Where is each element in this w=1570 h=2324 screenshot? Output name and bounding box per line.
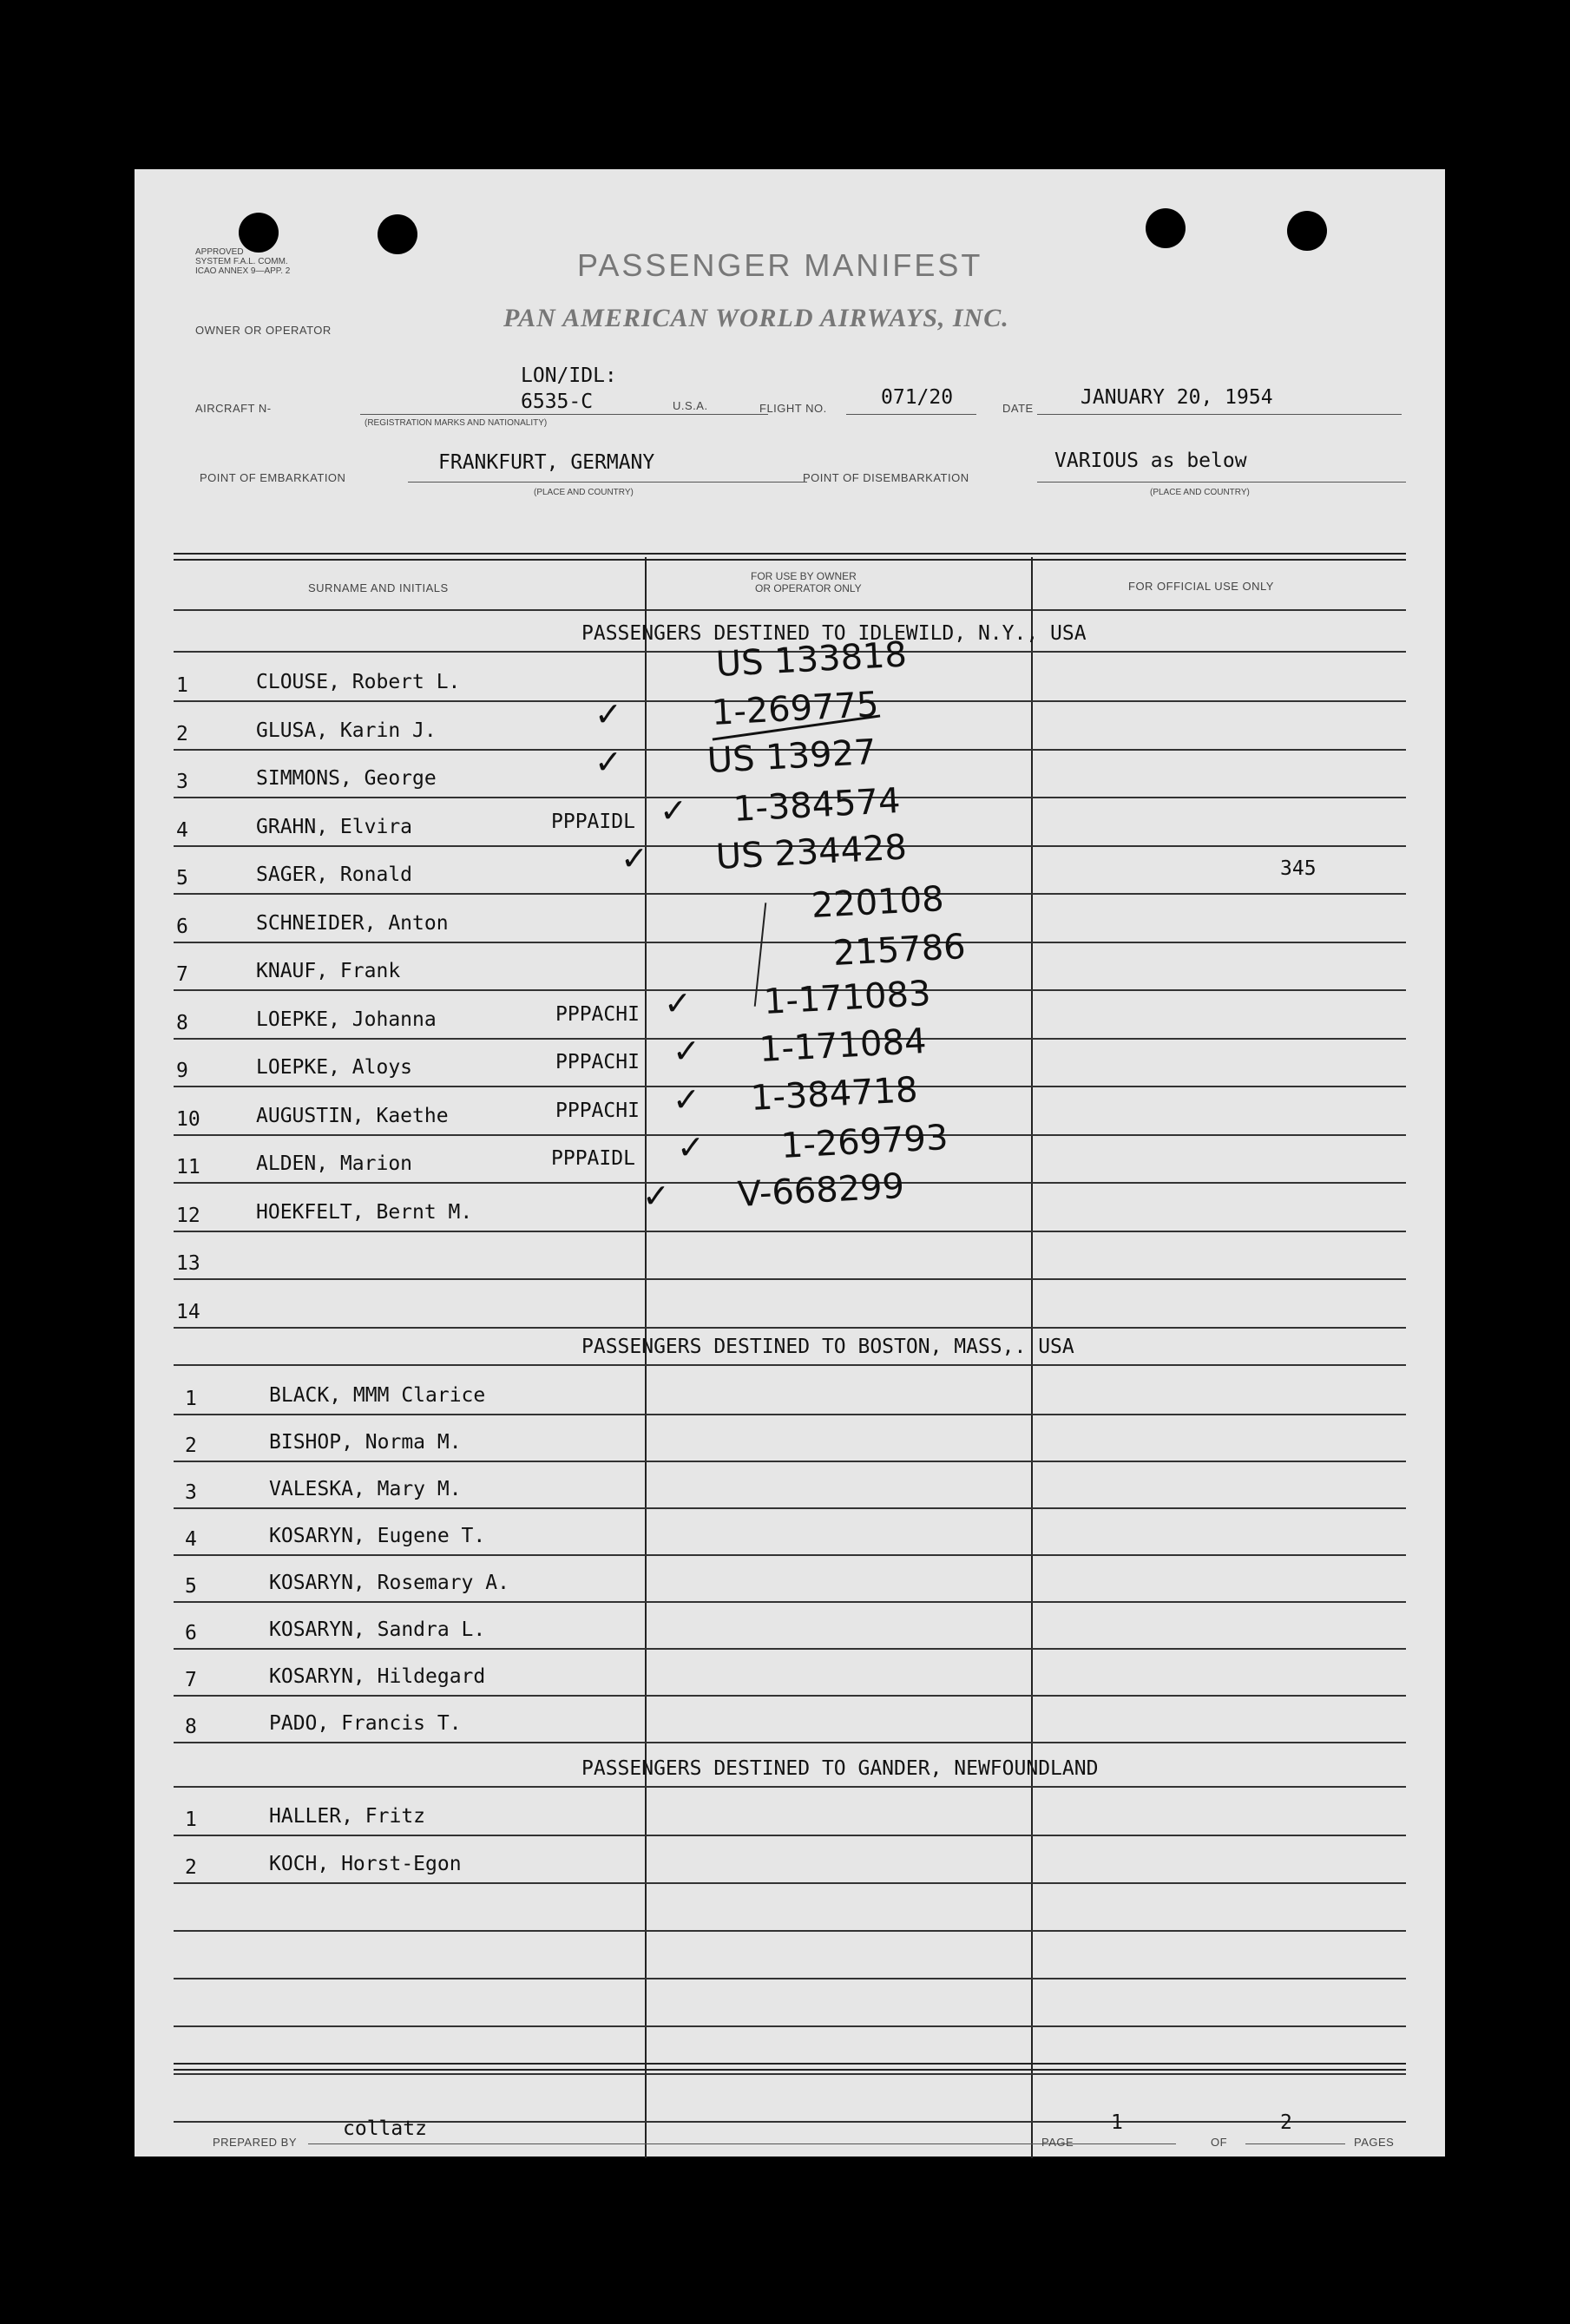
row-number: 5 [176,867,188,890]
official-value: 345 [1280,857,1317,880]
row-number: 2 [176,722,188,745]
section-heading-line [174,1786,1406,1788]
handwritten-ticket-number: 220108 [810,878,945,926]
row-line [174,1278,1406,1280]
passenger-name: HOEKFELT, Bernt M. [256,1200,473,1224]
approval-line-1: APPROVED [195,247,244,257]
disembark-underline [1037,482,1406,483]
row-number: 4 [176,818,188,842]
table-top-border [174,553,1406,561]
page-label: PAGE [1041,2136,1074,2149]
row-line [174,942,1406,943]
section-heading: PASSENGERS DESTINED TO BOSTON, MASS,. USA [581,1336,1074,1358]
handwritten-ticket-number: V-668299 [736,1165,906,1215]
passenger-name: PADO, Francis T. [269,1712,462,1735]
flight-underline [846,414,976,415]
aircraft-value: 6535-C [521,391,594,413]
row-line [174,1930,1406,1932]
row-number: 3 [176,771,188,793]
of-label: OF [1211,2136,1228,2149]
row-number: 12 [176,1204,200,1227]
document-code: PPPACHI [555,1002,640,1026]
check-mark: ✓ [594,694,622,733]
passenger-name: KOSARYN, Eugene T. [269,1525,486,1547]
prepared-value: collatz [343,2117,427,2140]
row-line [174,1648,1406,1650]
date-label: DATE [1002,402,1034,415]
aircraft-label: AIRCRAFT N- [195,402,272,415]
check-mark: ✓ [642,1176,670,1215]
embark-underline [408,482,807,483]
row-number: 7 [185,1669,197,1691]
document-code: PPPAIDL [551,1147,635,1170]
passenger-name: KOSARYN, Rosemary A. [269,1572,509,1594]
document-code: PPPAIDL [551,810,635,833]
passenger-name: KNAUF, Frank [256,960,401,982]
passenger-name: HALLER, Fritz [269,1805,426,1828]
punch-hole [1287,211,1327,251]
row-number: 6 [185,1622,197,1645]
owner-label: OWNER OR OPERATOR [195,324,332,337]
disembark-value: VARIOUS as below [1054,450,1247,472]
passenger-name: CLOUSE, Robert L. [256,671,461,693]
passenger-name: LOEPKE, Aloys [256,1056,413,1079]
check-mark: ✓ [664,983,692,1022]
row-number: 1 [185,1388,197,1410]
prepared-label: PREPARED BY [213,2136,298,2149]
row-number: 9 [176,1060,188,1082]
disembark-note: (PLACE AND COUNTRY) [1150,488,1250,497]
date-value: JANUARY 20, 1954 [1081,386,1273,409]
flight-value: 071/20 [881,386,954,409]
row-number: 1 [176,674,188,697]
check-mark: ✓ [673,1032,700,1070]
row-line [174,1978,1406,1979]
row-line [174,2025,1406,2027]
row-line [174,893,1406,895]
row-line [174,1554,1406,1556]
handwritten-ticket-number: US 13927 [706,732,877,781]
disembark-label: POINT OF DISEMBARKATION [803,471,969,484]
row-number: 6 [176,915,188,938]
row-line [174,1742,1406,1743]
table-bottom-border [174,2063,1406,2071]
of-value: 2 [1280,2111,1292,2134]
row-number: 4 [185,1528,197,1551]
handwritten-ticket-number: US 234428 [714,827,908,877]
row-line [174,1231,1406,1232]
aircraft-underline [360,414,768,415]
passenger-name: VALESKA, Mary M. [269,1478,462,1500]
handwritten-ticket-number: 1-269775 [710,684,880,733]
handwritten-ticket-number: 1-171083 [762,973,932,1022]
row-line [174,1882,1406,1884]
row-number: 2 [185,1856,197,1879]
row-number: 14 [176,1300,200,1323]
row-number: 8 [176,1011,188,1034]
embark-value: FRANKFURT, GERMANY [438,451,655,474]
check-mark: ✓ [677,1128,705,1166]
section-heading: PASSENGERS DESTINED TO GANDER, NEWFOUNDLAND [581,1757,1099,1780]
row-line [174,1835,1406,1836]
row-line [174,2073,1406,2075]
row-number: 2 [185,1434,197,1457]
passenger-name: BLACK, MMM Clarice [269,1384,486,1407]
passenger-name: AUGUSTIN, Kaethe [256,1104,449,1127]
passenger-name: GLUSA, Karin J. [256,719,437,742]
embark-label: POINT OF EMBARKATION [200,471,346,484]
row-line [174,1414,1406,1415]
passenger-name: SCHNEIDER, Anton [256,911,449,935]
col-header-name: SURNAME AND INITIALS [308,581,449,594]
handwritten-ticket-number: 1-171084 [758,1021,928,1070]
punch-hole [378,214,417,254]
row-line [174,1695,1406,1697]
row-line [174,1507,1406,1509]
date-underline [1037,414,1402,415]
row-line [174,1601,1406,1603]
handwritten-ticket-number: 1-384574 [732,780,902,830]
passenger-name: SIMMONS, George [256,767,437,790]
registration-note: (REGISTRATION MARKS AND NATIONALITY) [365,418,548,428]
nationality: U.S.A. [673,399,708,412]
check-mark: ✓ [673,1080,700,1119]
page-title: PASSENGER MANIFEST [577,247,983,283]
passenger-name: ALDEN, Marion [256,1152,413,1175]
passenger-name: KOSARYN, Hildegard [269,1665,486,1688]
handwritten-ticket-number: 215786 [831,927,967,974]
manifest-page [135,169,1445,2157]
passenger-name: GRAHN, Elvira [256,815,413,838]
flight-label: FLIGHT NO. [759,402,827,415]
pages-label: PAGES [1354,2136,1395,2149]
row-number: 8 [185,1716,197,1738]
page-value: 1 [1111,2111,1123,2134]
passenger-name: LOEPKE, Johanna [256,1008,437,1031]
approval-line-2: SYSTEM F.A.L. COMM. [195,257,288,266]
check-mark: ✓ [660,791,687,830]
row-number: 10 [176,1107,200,1131]
document-code: PPPACHI [555,1051,640,1073]
col-header-official: FOR OFFICIAL USE ONLY [1128,580,1274,593]
section-heading: PASSENGERS DESTINED TO IDLEWILD, N.Y., USA [581,622,1087,645]
row-number: 11 [176,1156,200,1178]
owner-value: PAN AMERICAN WORLD AIRWAYS, INC. [503,304,1009,332]
check-mark: ✓ [621,839,648,877]
punch-hole [1146,208,1186,248]
passenger-name: SAGER, Ronald [256,863,413,886]
row-number: 1 [185,1809,197,1831]
row-number: 7 [176,963,188,986]
handwritten-ticket-number: US 133818 [714,634,908,685]
row-number: 3 [185,1481,197,1504]
header-bottom-line [174,609,1406,611]
approval-line-3: ICAO ANNEX 9—APP. 2 [195,266,291,276]
embark-note: (PLACE AND COUNTRY) [534,488,634,497]
row-number: 5 [185,1575,197,1598]
pages-underline [1245,2143,1345,2144]
document-code: PPPACHI [555,1099,640,1122]
passenger-name: KOCH, Horst-Egon [269,1853,462,1875]
punch-hole [239,213,279,253]
row-line [174,1461,1406,1462]
handwritten-ticket-number: 1-269793 [779,1117,949,1166]
col-header-owner-1: FOR USE BY OWNER [751,570,857,582]
row-number: 13 [176,1252,200,1275]
section-heading-line [174,1364,1406,1366]
passenger-name: BISHOP, Norma M. [269,1431,462,1454]
handwritten-ticket-number: 1-384718 [749,1069,919,1119]
route-value: LON/IDL: [521,364,617,387]
check-mark: ✓ [594,743,622,781]
passenger-name: KOSARYN, Sandra L. [269,1618,486,1641]
col-header-owner-2: OR OPERATOR ONLY [755,582,862,594]
row-line [174,1327,1406,1329]
